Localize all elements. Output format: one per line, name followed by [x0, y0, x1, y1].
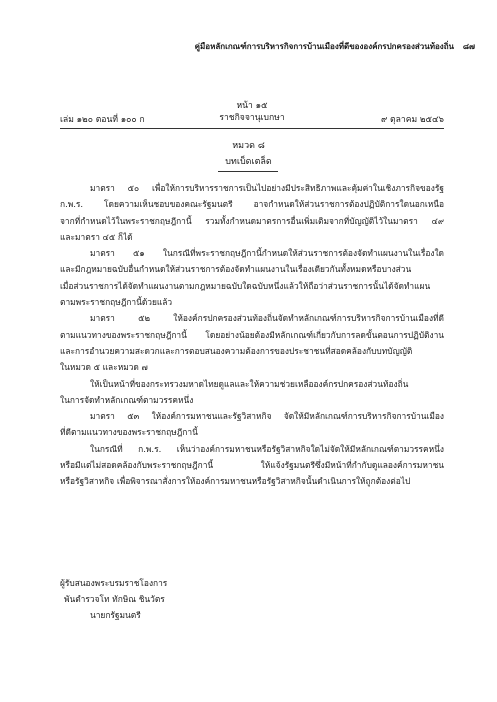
gazette-page-label: หน้า ๑๕ [236, 101, 268, 111]
signature-title: นายกรัฐมนตรี [90, 610, 141, 620]
body-line: เมื่อส่วนราชการได้จัดทำแผนงานตามกฎหมายฉบับใดฉบับหนึ่งแล้วให้ถือว่าส่วนราชการนั้นได้จัดทำแผน [60, 280, 431, 291]
header-divider [60, 128, 444, 129]
body-line: มาตรา ๕๓ ให้องค์การมหาชนและรัฐวิสาหกิจ จัดให้มีหลักเกณฑ์การบริหารกิจการบ้านเมือง [90, 411, 444, 422]
body-line: หรือมีแต่ไม่สอดคล้องกับพระราชกฤษฎีกานี้ ให้แจ้งรัฐมนตรีซึ่งมีหน้าที่กำกับดูแลองค์การมหาชน [60, 460, 444, 471]
body-line: ก.พ.ร. โดยความเห็นชอบของคณะรัฐมนตรี อาจกำหนดให้ส่วนราชการต้องปฏิบัติการใดนอกเหนือ [60, 199, 444, 210]
body-line: มาตรา ๕๐ เพื่อให้การบริหารราชการเป็นไปอย่างมีประสิทธิภาพและคุ้มค่าในเชิงภารกิจของรัฐ [90, 183, 444, 193]
signature-name: พันตำรวจโท ทักษิณ ชินวัตร [64, 594, 165, 604]
gazette-volume-issue: เล่ม ๑๒๐ ตอนที่ ๑๐๐ ก [60, 115, 145, 125]
gazette-header [60, 100, 444, 126]
body-line: มาตรา ๕๒ ให้องค์กรปกครองส่วนท้องถิ่นจัดทำหลักเกณฑ์การบริหารกิจการบ้านเมืองที่ดี [90, 313, 444, 324]
page-number: ๘๗ [462, 41, 475, 51]
gazette-meta-row [60, 112, 444, 126]
chapter-divider [218, 171, 278, 172]
gazette-name: ราชกิจจานุเบกษา [219, 113, 285, 123]
gazette-date: ๙ ตุลาคม ๒๕๔๖ [381, 115, 444, 125]
running-header-title: คู่มือหลักเกณฑ์การบริหารกิจการบ้านเมืองที่ดีขององค์กรปกครองส่วนท้องถิ่น [194, 41, 455, 51]
body-line: ตามแนวทางของพระราชกฤษฎีกานี้ โดยอย่างน้อยต้องมีหลักเกณฑ์เกี่ยวกับการลดขั้นตอนการปฏิบัติงาน [60, 329, 444, 340]
body-line: ที่ดีตามแนวทางของพระราชกฤษฎีกานี้ [60, 427, 198, 438]
body-line: จากที่กำหนดไว้ในพระราชกฤษฎีกานี้ รวมทั้งกำหนดมาตรการอื่นเพิ่มเติมจากที่บัญญัติไว้ในมาตรา ๔๙ [60, 215, 444, 226]
body-line: มาตรา ๕๑ ในกรณีที่พระราชกฤษฎีกานี้กำหนดให้ส่วนราชการต้องจัดทำแผนงานในเรื่องใด [90, 248, 444, 259]
signature-block [60, 575, 167, 623]
body-line: ตามพระราชกฤษฎีกานี้ด้วยแล้ว [60, 297, 173, 308]
body-line: ให้เป็นหน้าที่ของกระทรวงมหาดไทยดูแลและให้ความช่วยเหลือองค์กรปกครองส่วนท้องถิ่น [90, 378, 409, 389]
document-body [60, 180, 444, 490]
body-line: และมีกฎหมายฉบับอื่นกำหนดให้ส่วนราชการต้องจัดทำแผนงานในเรื่องเดียวกันทั้งหมดหรือบางส่วน [60, 264, 412, 275]
chapter-title: บทเบ็ดเตล็ด [225, 157, 272, 167]
body-line: และมาตรา ๔๕ ก็ได้ [60, 231, 133, 242]
body-line: หรือรัฐวิสาหกิจ เพื่อพิจารณาสั่งการให้องค์การมหาชนหรือรัฐวิสาหกิจนั้นดำเนินการให้ถูกต้องต่อไป [60, 476, 411, 487]
chapter-number: หมวด ๘ [232, 141, 265, 151]
signature-countersign: ผู้รับสนองพระบรมราชโองการ [60, 578, 168, 588]
body-line: และการอำนวยความสะดวกและการตอบสนองความต้องการของประชาชนที่สอดคล้องกับบทบัญญัติ [60, 345, 413, 356]
body-line: ในกรณีที่ ก.พ.ร. เห็นว่าองค์การมหาชนหรือรัฐวิสาหกิจใดไม่จัดให้มีหลักเกณฑ์ตามวรรคหนึ่ง [90, 443, 444, 454]
chapter-heading [0, 138, 497, 170]
body-line: ในการจัดทำหลักเกณฑ์ตามวรรคหนึ่ง [60, 394, 194, 405]
body-line: ในหมวด ๕ และหมวด ๗ [60, 362, 148, 373]
running-header [195, 40, 475, 53]
